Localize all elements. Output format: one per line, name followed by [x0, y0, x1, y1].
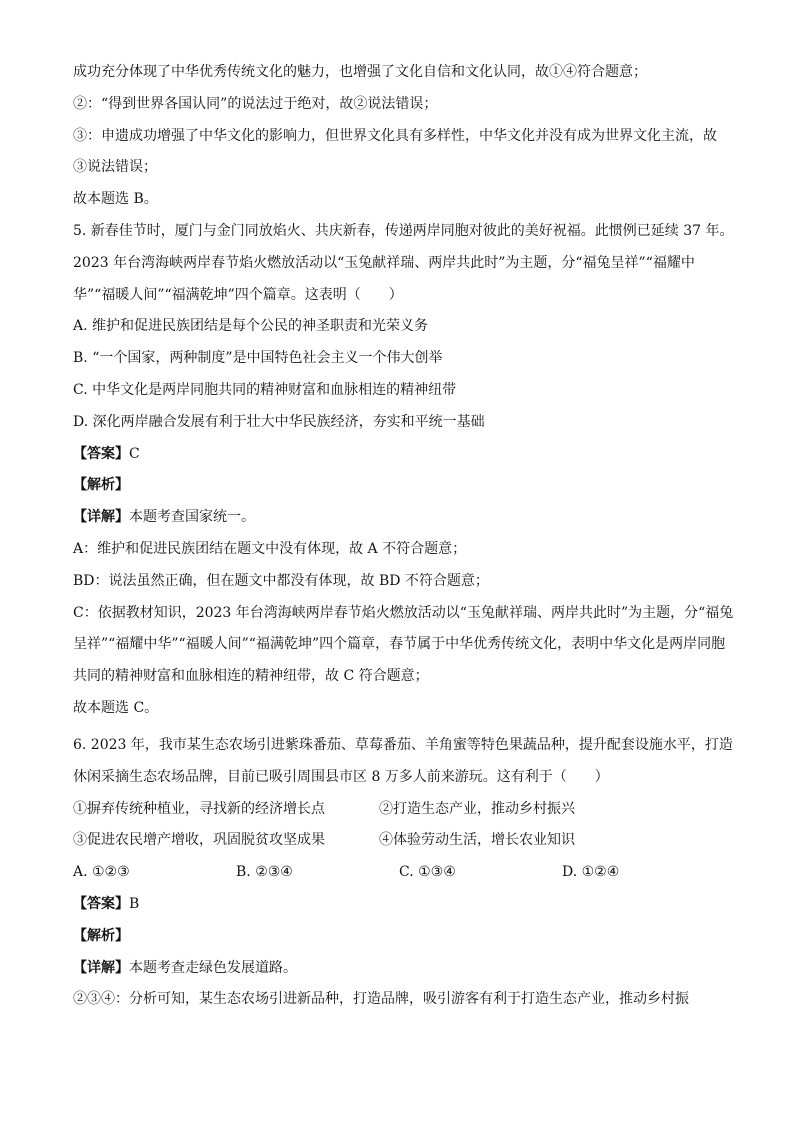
paragraph: ②：“得到世界各国认同”的说法过于绝对，故②说法错误；	[73, 95, 438, 112]
statement-row	[73, 799, 746, 820]
conclusion: 故本题选 C。	[73, 699, 159, 716]
option-c: C. 中华文化是两岸同胞共同的精神财富和血脉相连的精神纽带	[73, 381, 457, 398]
option-d: D. 深化两岸融合发展有利于壮大中华民族经济，夯实和平统一基础	[73, 413, 485, 430]
statement-1: ①摒弃传统种植业，寻找新的经济增长点	[73, 800, 325, 817]
statement-row	[73, 830, 746, 851]
question-stem: 休闲采摘生态农场品牌，目前已吸引周围县市区 8 万多人前来游玩。这有利于（ ）	[73, 768, 609, 785]
detail-text: 本题考查国家统一。	[129, 509, 255, 526]
answer-tag: 【答案】	[73, 895, 129, 912]
option-a: A. ①②③	[73, 864, 130, 881]
explanation: C：依据教材知识，2023 年台湾海峡两岸春节焰火燃放活动以“玉兔献祥瑞、两岸共此时”为主题，分“福兔	[73, 604, 734, 621]
option-b: B. “一个国家，两种制度”是中国特色社会主义一个伟大创举	[73, 350, 443, 367]
analysis-tag: 【解析】	[73, 927, 129, 944]
detail-line	[73, 958, 746, 979]
answer-value: C	[129, 445, 140, 462]
paragraph: 成功充分体现了中华优秀传统文化的魅力，也增强了文化自信和文化认同，故①④符合题意；	[73, 64, 647, 80]
option-c: C. ①③④	[399, 864, 456, 881]
options-row	[73, 862, 746, 883]
analysis-line	[73, 475, 746, 496]
explanation: A：维护和促进民族团结在题文中没有体现，故 A 不符合题意；	[73, 540, 467, 557]
option-d: D. ①②④	[562, 864, 620, 881]
question-stem: 2023 年台湾海峡两岸春节焰火燃放活动以“玉兔献祥瑞、两岸共此时”为主题，分“福兔呈祥”“福耀中	[73, 254, 695, 271]
statement-4: ④体验劳动生活，增长农业知识	[379, 832, 575, 849]
paragraph: ③说法错误；	[73, 159, 157, 176]
question-stem: 5. 新春佳节时，厦门与金门同放焰火、共庆新春，传递两岸同胞对彼此的美好祝福。此惯例已延续 37 年。	[73, 222, 734, 239]
option-a: A. 维护和促进民族团结是每个公民的神圣职责和光荣义务	[73, 318, 429, 335]
detail-text: 本题考查走绿色发展道路。	[129, 959, 297, 976]
explanation: BD：说法虽然正确，但在题文中都没有体现，故 BD 不符合题意；	[73, 572, 489, 589]
answer-tag: 【答案】	[73, 445, 129, 462]
explanation: 共同的精神财富和血脉相连的精神纽带，故 C 符合题意；	[73, 668, 429, 685]
detail-line	[73, 507, 746, 528]
question-stem: 6. 2023 年，我市某生态农场引进紫珠番茄、草莓番茄、羊角蜜等特色果蔬品种，提升配套设施水平，打造	[73, 736, 733, 753]
question-stem: 华”“福暖人间”“福满乾坤”四个篇章。这表明（ ）	[73, 286, 403, 303]
paragraph: ③：申遗成功增强了中华文化的影响力，但世界文化具有多样性，中华文化并没有成为世界文化主流，故	[73, 127, 717, 144]
explanation: 呈祥”“福耀中华”“福暖人间”“福满乾坤”四个篇章，春节属于中华优秀传统文化，表明中华文化是两岸同胞	[73, 636, 726, 653]
statement-2: ②打造生态产业，推动乡村振兴	[379, 800, 575, 817]
analysis-line	[73, 926, 746, 947]
answer-line	[73, 444, 746, 465]
statement-3: ③促进农民增产增收，巩固脱贫攻坚成果	[73, 832, 325, 849]
answer-line	[73, 894, 746, 915]
paragraph: 故本题选 B。	[73, 191, 158, 208]
analysis-tag: 【解析】	[73, 477, 129, 494]
detail-tag: 【详解】	[73, 959, 129, 976]
detail-tag: 【详解】	[73, 509, 129, 526]
explanation: ②③④：分析可知，某生态农场引进新品种，打造品牌，吸引游客有利于打造生态产业，推动乡村振	[73, 991, 689, 1008]
answer-value: B	[129, 895, 140, 912]
option-b: B. ②③④	[236, 864, 293, 881]
